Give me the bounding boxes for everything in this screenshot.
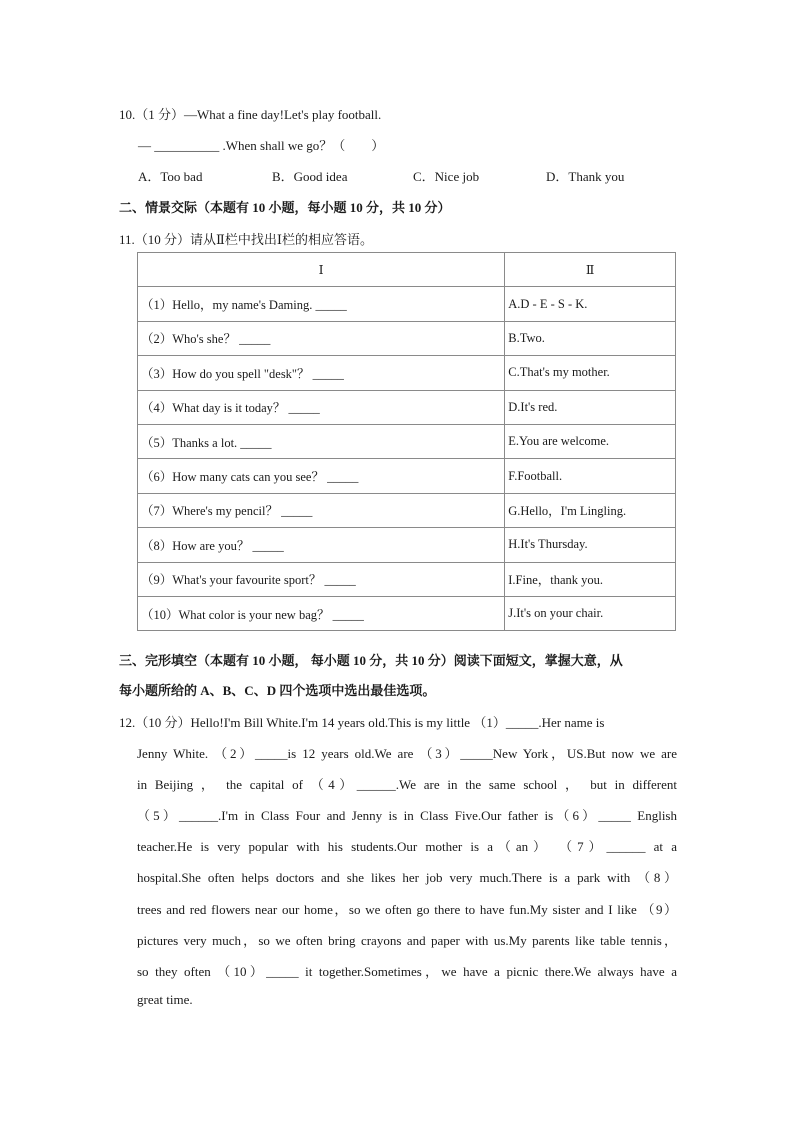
answer-cell: H.It's Thursday. bbox=[505, 528, 676, 562]
q10-option-d: D．Thank you bbox=[546, 169, 625, 184]
answer-cell: B.Two. bbox=[505, 321, 676, 355]
table-row bbox=[138, 356, 676, 390]
q10-line2: — __________ .When shall we go？（ ） bbox=[138, 138, 385, 153]
answer-cell: D.It's red. bbox=[505, 390, 676, 424]
question-cell: （5）Thanks a lot. _____ bbox=[138, 424, 505, 458]
table-row bbox=[138, 424, 676, 458]
q11-stem: 11.（10 分）请从Ⅱ栏中找出Ⅰ栏的相应答语。 bbox=[119, 232, 373, 247]
table-row bbox=[138, 562, 676, 596]
table-row bbox=[138, 459, 676, 493]
question-cell: （8）How are you？ _____ bbox=[138, 528, 505, 562]
question-cell: （4）What day is it today？ _____ bbox=[138, 390, 505, 424]
table-row bbox=[138, 287, 676, 321]
section3-heading-line2: 每小题所给的 A、B、C、D 四个选项中选出最佳选项。 bbox=[119, 683, 436, 698]
matching-table bbox=[137, 252, 676, 631]
passage-line: so they often （10）_____ it together.Sometimes，we have a picnic there.We always have a bbox=[137, 964, 677, 979]
table-row bbox=[138, 528, 676, 562]
passage-line: Jenny White. （2）_____is 12 years old.We are （3）_____New York，US.But now we are bbox=[137, 746, 677, 761]
question-cell: （10）What color is your new bag？ _____ bbox=[138, 596, 505, 630]
table-row bbox=[138, 390, 676, 424]
table-row bbox=[138, 321, 676, 355]
answer-cell: G.Hello，I'm Lingling. bbox=[505, 493, 676, 527]
q10-option-b: B．Good idea bbox=[272, 169, 348, 184]
question-cell: （2）Who's she？ _____ bbox=[138, 321, 505, 355]
question-cell: （6）How many cats can you see？ _____ bbox=[138, 459, 505, 493]
answer-cell: E.You are welcome. bbox=[505, 424, 676, 458]
passage-line: pictures very much，so we often bring crayons and paper with us.My parents like table tennis， bbox=[137, 933, 677, 948]
answer-cell: F.Football. bbox=[505, 459, 676, 493]
passage-line: hospital.She often helps doctors and she likes her job very much.There is a park with （8） bbox=[137, 870, 677, 885]
passage-line: teacher.He is very popular with his students.Our mother is a（an） （7）______ at a bbox=[137, 839, 677, 854]
table-row bbox=[138, 596, 676, 630]
column-header-2: Ⅱ bbox=[505, 253, 676, 287]
table-header-row bbox=[138, 253, 676, 287]
q10-stem: 10.（1 分）—What a fine day!Let's play football. bbox=[119, 107, 382, 122]
column-header-1: Ⅰ bbox=[138, 253, 505, 287]
passage-line: trees and red flowers near our home，so we often go there to have fun.My sister and I like （9） bbox=[137, 902, 677, 917]
answer-cell: C.That's my mother. bbox=[505, 356, 676, 390]
question-cell: （9）What's your favourite sport？ _____ bbox=[138, 562, 505, 596]
question-cell: （7）Where's my pencil？ _____ bbox=[138, 493, 505, 527]
section2-heading: 二、情景交际（本题有 10 小题，每小题 10 分，共 10 分） bbox=[119, 200, 451, 215]
q12-line-1: 12.（10 分）Hello!I'm Bill White.I'm 14 years old.This is my little （1）_____.Her name is bbox=[119, 715, 605, 730]
answer-cell: A.D - E - S - K. bbox=[505, 287, 676, 321]
question-cell: （3）How do you spell "desk"？ _____ bbox=[138, 356, 505, 390]
q10-option-a: A．Too bad bbox=[138, 169, 203, 184]
table-row bbox=[138, 493, 676, 527]
q10-option-c: C．Nice job bbox=[413, 169, 480, 184]
question-cell: （1）Hello，my name's Daming. _____ bbox=[138, 287, 505, 321]
answer-cell: J.It's on your chair. bbox=[505, 596, 676, 630]
answer-cell: I.Fine，thank you. bbox=[505, 562, 676, 596]
passage-line: in Beijing ， the capital of （4）______.We are in the same school ， but in different bbox=[137, 777, 677, 792]
section3-heading-line1: 三、完形填空（本题有 10 小题， 每小题 10 分，共 10 分）阅读下面短文，掌握大意，从 bbox=[119, 653, 623, 668]
passage-line: （5）______.I'm in Class Four and Jenny is in Class Five.Our father is（6）_____ English bbox=[137, 808, 677, 823]
passage-line: great time. bbox=[137, 992, 193, 1007]
